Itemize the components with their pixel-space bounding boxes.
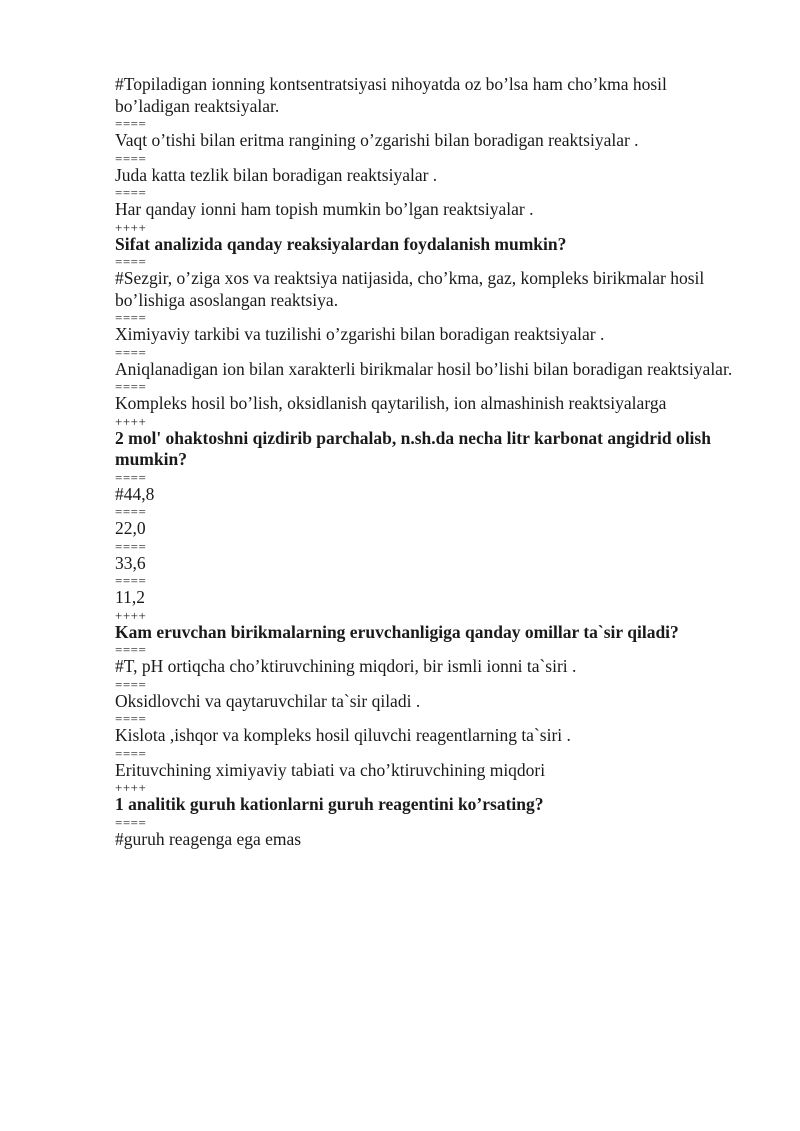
question-separator: ++++ — [115, 413, 147, 429]
question-separator: ++++ — [115, 219, 147, 235]
answer-option: #guruh reagenga ega emas — [115, 828, 302, 849]
answer-option: 33,6 — [115, 552, 146, 573]
separator: ==== — [115, 116, 147, 131]
answer-option: 22,0 — [115, 518, 146, 538]
question-text: Sifat analizida qanday reaksiyalardan foydalanish mumkin? — [115, 233, 567, 254]
question-text: 2 mol' ohaktoshni qizdirib parchalab, n.sh.da necha litr karbonat angidrid olish mumkin? — [115, 427, 711, 469]
answer-option: Ximiyaviy tarkibi va tuzilishi o’zgarishi bilan boradigan reaktsiyalar . — [115, 324, 605, 344]
answer-option: #Topiladigan ionning kontsentratsiyasi nihoyatda oz bo’lsa ham cho’kma hosil bo’ladigan reaktsiyalar. — [115, 74, 667, 116]
separator: ==== — [115, 185, 147, 200]
answer-option: Har qanday ionni ham topish mumkin bo’lgan reaktsiyalar . — [115, 199, 534, 219]
separator: ==== — [115, 573, 147, 588]
question-text: Kam eruvchan birikmalarning eruvchanligiga qanday omillar ta`sir qiladi? — [115, 621, 679, 642]
question-separator: ++++ — [115, 780, 147, 795]
separator: ==== — [115, 254, 147, 269]
document-page — [115, 74, 735, 850]
separator: ==== — [115, 711, 147, 726]
question-text: 1 analitik guruh kationlarni guruh reagentini ko’rsating? — [115, 794, 544, 814]
separator: ==== — [115, 538, 147, 554]
separator: ==== — [115, 344, 147, 360]
answer-option: Aniqlanadigan ion bilan xarakterli birikmalar hosil bo’lishi bilan boradigan reaktsiyalar. — [115, 358, 733, 379]
answer-option: #Sezgir, o’ziga xos va reaktsiya natijasida, cho’kma, gaz, kompleks birikmalar hosil bo’lishiga asoslangan reaktsiya. — [115, 268, 705, 310]
separator: ==== — [115, 642, 147, 657]
separator: ==== — [115, 745, 147, 761]
answer-option: Erituvchining ximiyaviy tabiati va cho’ktiruvchining miqdori — [115, 759, 546, 780]
answer-option: Oksidlovchi va qaytaruvchilar ta`sir qiladi . — [115, 690, 421, 711]
separator: ==== — [115, 676, 147, 692]
separator: ==== — [115, 469, 147, 485]
answer-option: Kislota ,ishqor va kompleks hosil qiluvchi reagentlarning ta`siri . — [115, 725, 571, 745]
answer-option: Kompleks hosil bo’lish, oksidlanish qaytarilish, ion almashinish reaktsiyalarga — [115, 393, 667, 413]
question-separator: ++++ — [115, 607, 147, 623]
answer-option: 11,2 — [115, 587, 145, 607]
separator: ==== — [115, 150, 147, 166]
answer-option: #44,8 — [115, 483, 155, 504]
separator: ==== — [115, 504, 147, 519]
answer-option: #T, pH ortiqcha cho’ktiruvchining miqdori, bir ismli ionni ta`siri . — [115, 656, 577, 676]
separator: ==== — [115, 814, 147, 830]
answer-option: Vaqt o’tishi bilan eritma rangining o’zgarishi bilan boradigan reaktsiyalar . — [115, 130, 639, 150]
answer-option: Juda katta tezlik bilan boradigan reaktsiyalar . — [115, 164, 438, 185]
separator: ==== — [115, 379, 147, 394]
separator: ==== — [115, 310, 147, 325]
